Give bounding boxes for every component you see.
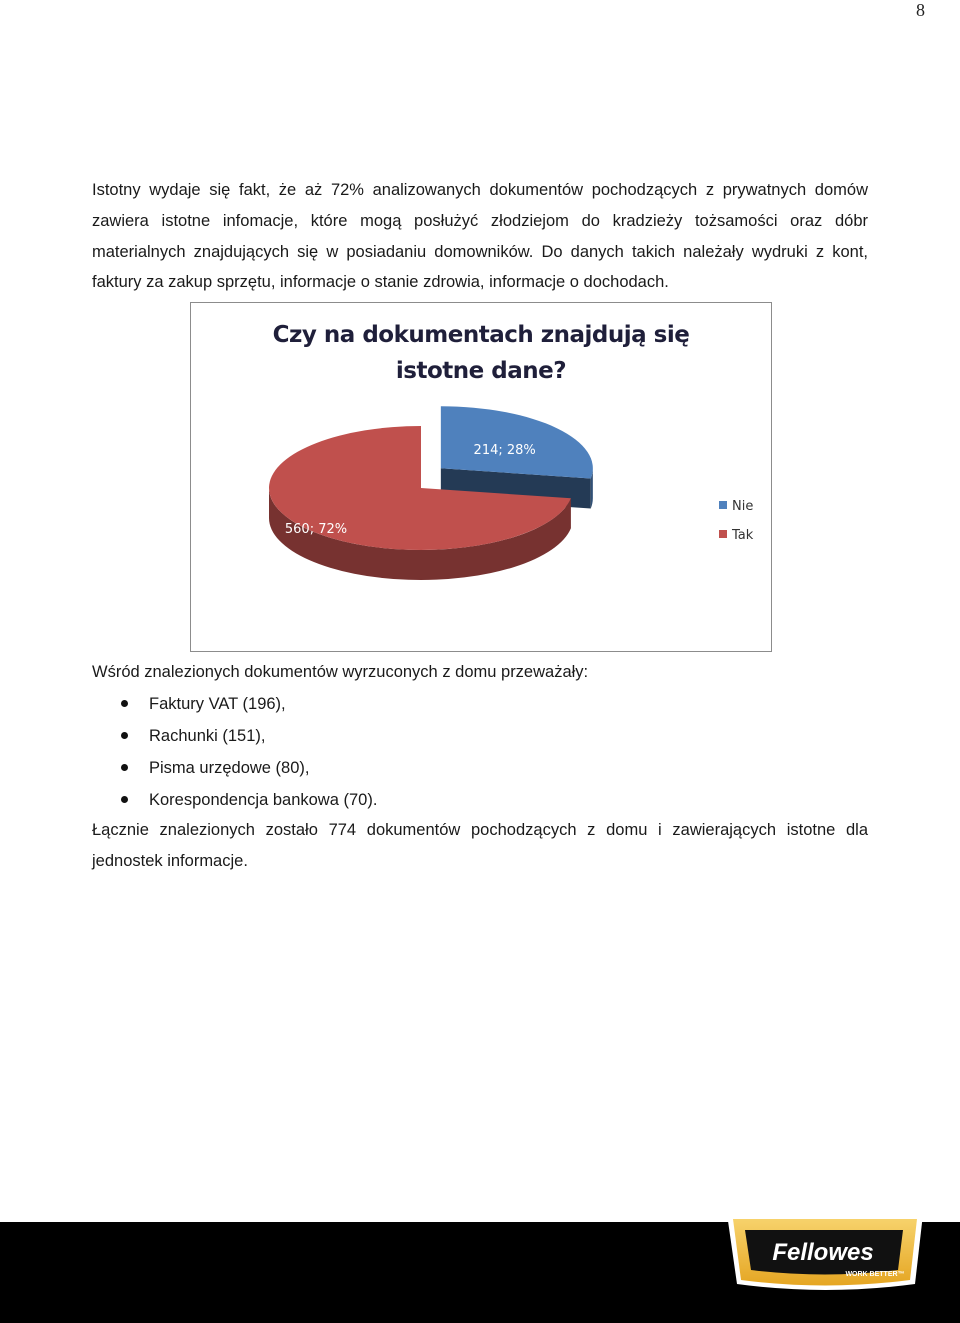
list-item-label: Rachunki (151), <box>149 727 266 745</box>
legend-entry-nie <box>719 499 753 514</box>
pie-data-label-nie: 214; 28% <box>473 443 536 459</box>
fellowes-logo <box>725 1212 925 1296</box>
legend-label: Nie <box>732 499 754 514</box>
legend-entry-tak <box>719 528 754 543</box>
list-item-label: Korespondencja bankowa (70). <box>149 791 378 809</box>
bullet-icon <box>121 764 128 771</box>
chart-title-line-2: istotne dane? <box>395 358 567 384</box>
list-intro: Wśród znalezionych dokumentów wyrzuconych z domu przeważały: <box>92 663 589 681</box>
pie-data-label-tak: 560; 72% <box>284 522 348 537</box>
document-type-list <box>92 688 377 816</box>
list-item <box>92 784 377 816</box>
list-item <box>92 688 377 720</box>
page-number: 8 <box>916 0 925 20</box>
chart-title-line-1: Czy na dokumentach znajdują się <box>272 322 690 348</box>
pie-chart <box>190 302 772 652</box>
legend-label: Tak <box>732 528 754 543</box>
list-item-label: Faktury VAT (196), <box>149 695 286 713</box>
legend-swatch <box>719 501 727 509</box>
logo-tagline-text: WORK BETTER™ <box>845 1271 905 1278</box>
bullet-icon <box>121 796 128 803</box>
pie-chart-svg <box>191 303 771 651</box>
bullet-icon <box>121 732 128 739</box>
paragraph-intro: Istotny wydaje się fakt, że aż 72% analizowanych dokumentów pochodzących z prywatnych domów zawiera istotne infomacje, które mogą posłużyć złodziejom do kradzieży tożsamości oraz dóbr materialnych znajdujących się w posiadaniu domowników. Do danych takich należały wydruki z kont, faktury za zakup sprzętu, informacje o stanie zdrowia, informacje o dochodach. <box>92 181 868 292</box>
list-item <box>92 752 377 784</box>
bullet-icon <box>121 700 128 707</box>
list-item-label: Pisma urzędowe (80), <box>149 759 310 777</box>
summary-paragraph: Łącznie znalezionych zostało 774 dokumentów pochodzących z domu i zawierających istotne dla jednostek informacje. <box>92 821 868 870</box>
list-item <box>92 720 377 752</box>
logo-brand-text: Fellowes <box>772 1239 874 1266</box>
legend-swatch <box>719 530 727 538</box>
